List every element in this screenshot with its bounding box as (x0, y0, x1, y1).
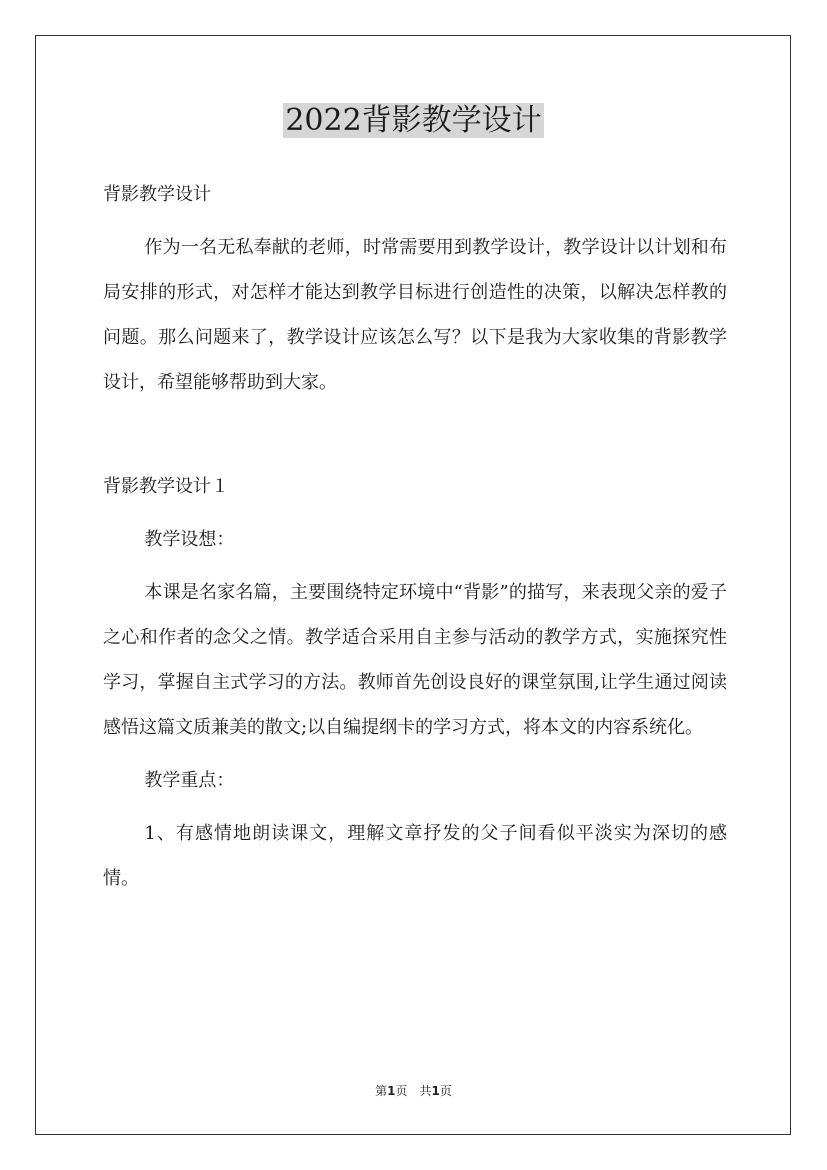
spacer (103, 509, 727, 517)
section-spacer (103, 405, 727, 464)
footer-page-number: 1 (387, 1084, 396, 1098)
intro-heading: 背影教学设计 (103, 184, 211, 205)
intro-paragraph: 作为一名无私奉献的老师，时常需要用到教学设计，教学设计以计划和布局安排的形式，对怎样才能达到教学目标进行创造性的决策，以解决怎样教的问题。那么问题来了，教学设计应该怎么写？以下是我为大家收集的背影教学设计，希望能够帮助到大家。 (103, 237, 727, 393)
idea-paragraph: 本课是名家名篇，主要围绕特定环境中“背影”的描写，来表现父亲的爱子之心和作者的念父之情。教学适合采用自主参与活动的教学方式，实施探究性学习，掌握自主式学习的方法。教师首先创设良好的课堂氛围,让学生通过阅读感悟这篇文质兼美的散文;以自编提纲卡的学习方式，将本文的内容系统化。 (103, 582, 727, 738)
idea-label: 教学设想： (144, 529, 235, 550)
footer-page-total: 1 (431, 1084, 440, 1098)
section1-heading: 背影教学设计１ (103, 476, 229, 497)
spacer (103, 217, 727, 225)
footer-mid: 页 共 (395, 1084, 432, 1098)
footer-suffix: 页 (439, 1084, 452, 1098)
page-footer (0, 1082, 827, 1100)
document-title-text: 2022背影教学设计 (285, 103, 542, 138)
document-title (0, 100, 827, 142)
spacer (103, 750, 727, 758)
spacer (103, 562, 727, 570)
document-body (103, 172, 727, 901)
focus-label: 教学重点： (144, 770, 235, 791)
spacer (103, 803, 727, 811)
focus-item-1: 1、有感情地朗读课文，理解文章抒发的父子间看似平淡实为深切的感情。 (103, 823, 727, 889)
footer-prefix: 第 (375, 1084, 388, 1098)
